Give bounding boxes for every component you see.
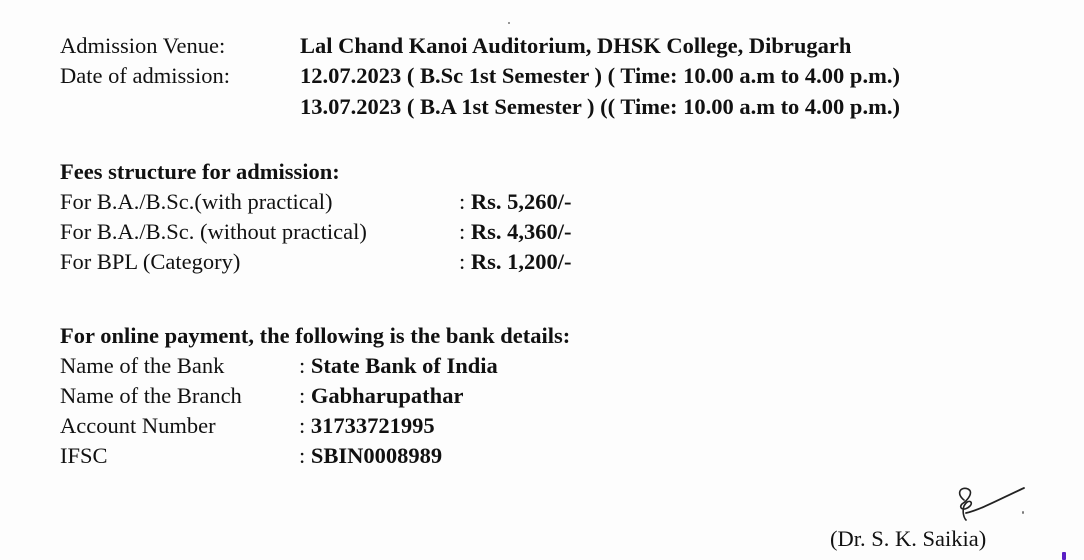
separator: :	[299, 353, 311, 378]
fee-row-bpl	[459, 247, 572, 277]
bank-row-name	[299, 351, 498, 381]
separator: :	[299, 443, 311, 468]
fee-row-without-practical	[459, 217, 572, 247]
bank-label-account: Account Number	[60, 413, 216, 438]
fee-label-bpl: For BPL (Category)	[60, 249, 241, 274]
separator: :	[459, 249, 471, 274]
separator: :	[299, 413, 311, 438]
bank-value: SBIN0008989	[310, 443, 443, 468]
fee-label-without-practical: For B.A./B.Sc. (without practical)	[60, 219, 367, 244]
fees-heading: Fees structure for admission:	[60, 159, 340, 184]
fee-label-with-practical: For B.A./B.Sc.(with practical)	[60, 189, 333, 214]
fee-amount: Rs. 1,200/-	[470, 249, 572, 274]
date-bsc: 12.07.2023 ( B.Sc 1st Semester ) ( Time: 10.00 a.m to 4.00 p.m.)	[300, 63, 900, 88]
date-label: Date of admission:	[60, 63, 230, 88]
bank-label-name: Name of the Bank	[60, 353, 225, 378]
bank-value: 31733721995	[310, 413, 435, 438]
bank-row-branch	[299, 381, 463, 411]
bank-row-ifsc	[299, 441, 442, 471]
scan-speck	[508, 22, 510, 24]
fee-amount: Rs. 5,260/-	[470, 189, 572, 214]
corner-mark	[1062, 552, 1066, 560]
fee-row-with-practical	[459, 187, 572, 217]
separator: :	[459, 219, 471, 244]
bank-heading: For online payment, the following is the bank details:	[60, 323, 571, 348]
bank-label-ifsc: IFSC	[60, 443, 108, 468]
signatory-name: (Dr. S. K. Saikia)	[830, 526, 987, 551]
separator: :	[459, 189, 471, 214]
venue-value: Lal Chand Kanoi Auditorium, DHSK College, Dibrugarh	[300, 33, 852, 58]
signature-icon	[950, 480, 1030, 530]
bank-value: State Bank of India	[310, 353, 498, 378]
venue-label: Admission Venue:	[60, 33, 226, 58]
scan-speck	[1022, 511, 1024, 514]
fee-amount: Rs. 4,360/-	[470, 219, 572, 244]
bank-value: Gabharupathar	[310, 383, 464, 408]
bank-row-account	[299, 411, 435, 441]
separator: :	[299, 383, 311, 408]
date-ba: 13.07.2023 ( B.A 1st Semester ) (( Time: 10.00 a.m to 4.00 p.m.)	[300, 94, 900, 119]
bank-label-branch: Name of the Branch	[60, 383, 242, 408]
